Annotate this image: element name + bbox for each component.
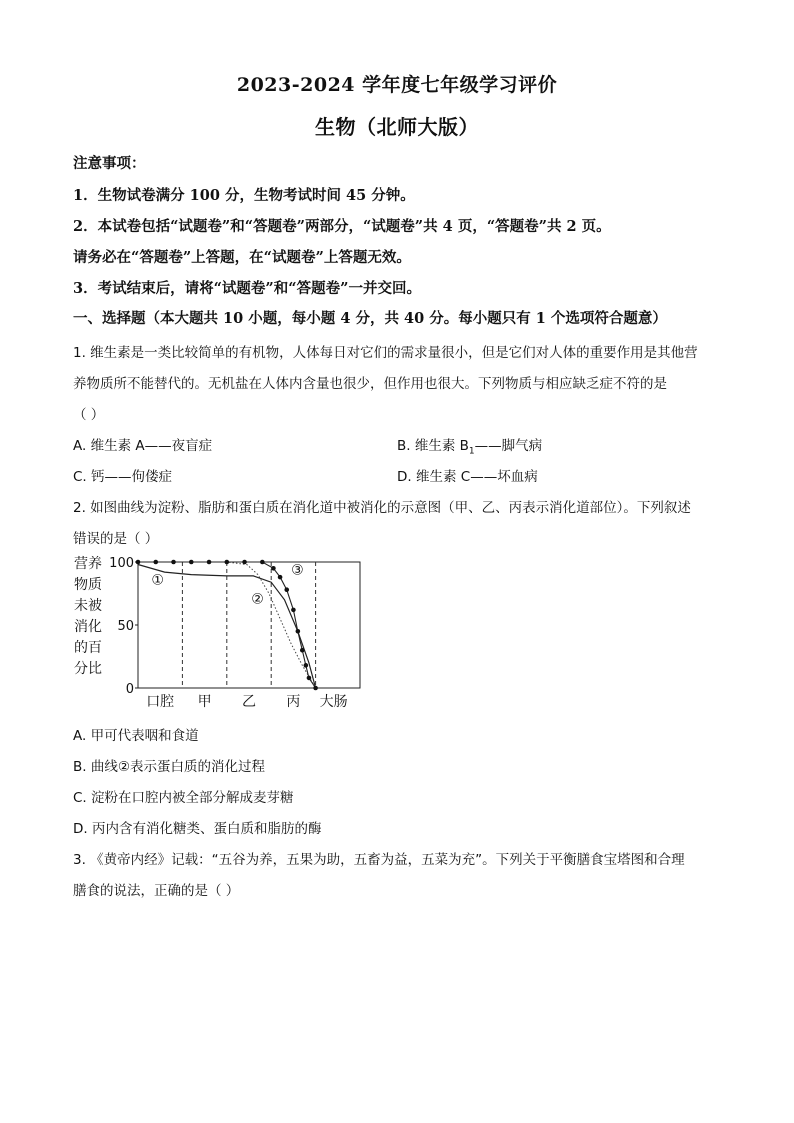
q1-option-b-subscript: 1 — [468, 446, 475, 457]
q1-line-1: 1. 维生素是一类比较简单的有机物，人体每日对它们的需求量很小，但是它们对人体的重要作用是其他营 — [73, 345, 698, 361]
y-axis-ticks — [109, 556, 138, 697]
y-label-part: 分比 — [74, 661, 102, 677]
x-axis-labels — [146, 693, 347, 710]
series-3-point — [296, 629, 301, 634]
q1-option-b-suffix: ——脚气病 — [474, 438, 543, 454]
notes-heading: 注意事项： — [73, 155, 146, 172]
q1-line-2: 养物质所不能替代的。无机盐在人体内含量也很少，但作用也很大。下列物质与相应缺乏症不符的是 — [73, 376, 667, 392]
series-3-point — [307, 676, 312, 681]
series-3-point — [225, 560, 230, 565]
digestion-chart — [70, 550, 370, 715]
series-3-point — [284, 587, 289, 592]
series-3-point — [207, 560, 212, 565]
y-label-part: 消化 — [74, 619, 102, 635]
x-tick-label: 甲 — [197, 694, 212, 710]
series-3-point — [271, 566, 276, 571]
y-tick-label: 100 — [109, 556, 134, 571]
q1-line-3: （ ） — [73, 407, 105, 423]
q2-option-a: A. 甲可代表咽和食道 — [73, 728, 199, 744]
q2-option-b: B. 曲线②表示蛋白质的消化过程 — [73, 759, 265, 775]
y-tick-label: 0 — [125, 682, 134, 697]
x-tick-label: 丙 — [286, 694, 301, 710]
q1-option-b — [397, 434, 542, 457]
series-3-point — [300, 648, 305, 653]
y-tick-label: 50 — [117, 619, 134, 634]
series-3-point — [153, 560, 158, 565]
series-3-point — [313, 686, 318, 691]
q1-option-b-text: B. 维生素 B — [397, 438, 469, 454]
exam-title: 2023-2024 学年度七年级学习评价 — [236, 74, 558, 96]
q3-line-2: 膳食的说法，正确的是（ ） — [73, 883, 240, 899]
q2-option-c: C. 淀粉在口腔内被全部分解成麦芽糖 — [73, 790, 294, 806]
q1-option-c: C. 钙——佝偻症 — [73, 469, 173, 485]
series-label: ③ — [291, 562, 304, 579]
x-tick-label: 乙 — [242, 694, 256, 710]
x-tick-label: 口腔 — [146, 694, 175, 710]
q1-option-a: A. 维生素 A——夜盲症 — [73, 438, 213, 454]
series-3-point — [260, 560, 265, 565]
y-label-part: 物质 — [74, 577, 102, 593]
series-3-point — [136, 560, 141, 565]
q2-option-d: D. 丙内含有消化糖类、蛋白质和脂肪的酶 — [73, 821, 322, 837]
series-3-point — [291, 608, 296, 613]
y-label-part: 营养 — [74, 556, 102, 572]
y-label-part: 的百 — [74, 640, 102, 656]
note-item-2: 2．本试卷包括“试题卷”和“答题卷”两部分，“试题卷”共 4 页，“答题卷”共 2 页。 — [73, 218, 611, 235]
series-3-point — [304, 663, 309, 668]
plot-frame — [138, 562, 360, 688]
q2-line-2: 错误的是（ ） — [73, 531, 159, 547]
note-item-1: 1．生物试卷满分 100 分，生物考试时间 45 分钟。 — [73, 187, 415, 204]
y-axis-label — [74, 555, 102, 677]
section-heading: 一、选择题（本大题共 10 小题，每小题 4 分，共 40 分。每小题只有 1 个选项符合题意） — [73, 310, 667, 327]
series-3-point — [171, 560, 176, 565]
note-item-2-cont: 请务必在“答题卷”上答题，在“试题卷”上答题无效。 — [73, 249, 411, 266]
exam-subtitle: 生物（北师大版） — [315, 115, 479, 139]
series-3-point — [278, 575, 283, 580]
note-item-3: 3．考试结束后，请将“试题卷”和“答题卷”一并交回。 — [73, 280, 421, 297]
x-tick-label: 大肠 — [319, 694, 348, 710]
series-label: ① — [151, 572, 164, 589]
series-3-point — [189, 560, 194, 565]
q1-option-d: D. 维生素 C——坏血病 — [397, 469, 538, 485]
series-3-point — [242, 560, 247, 565]
y-label-part: 未被 — [74, 598, 102, 614]
q2-line-1: 2. 如图曲线为淀粉、脂肪和蛋白质在消化道中被消化的示意图（甲、乙、丙表示消化道部位）。下列叙述 — [73, 500, 691, 516]
series-label: ② — [251, 591, 264, 608]
q3-line-1: 3. 《黄帝内经》记载：“五谷为养，五果为助，五畜为益，五菜为充”。下列关于平衡膳食宝塔图和合理 — [73, 852, 685, 868]
